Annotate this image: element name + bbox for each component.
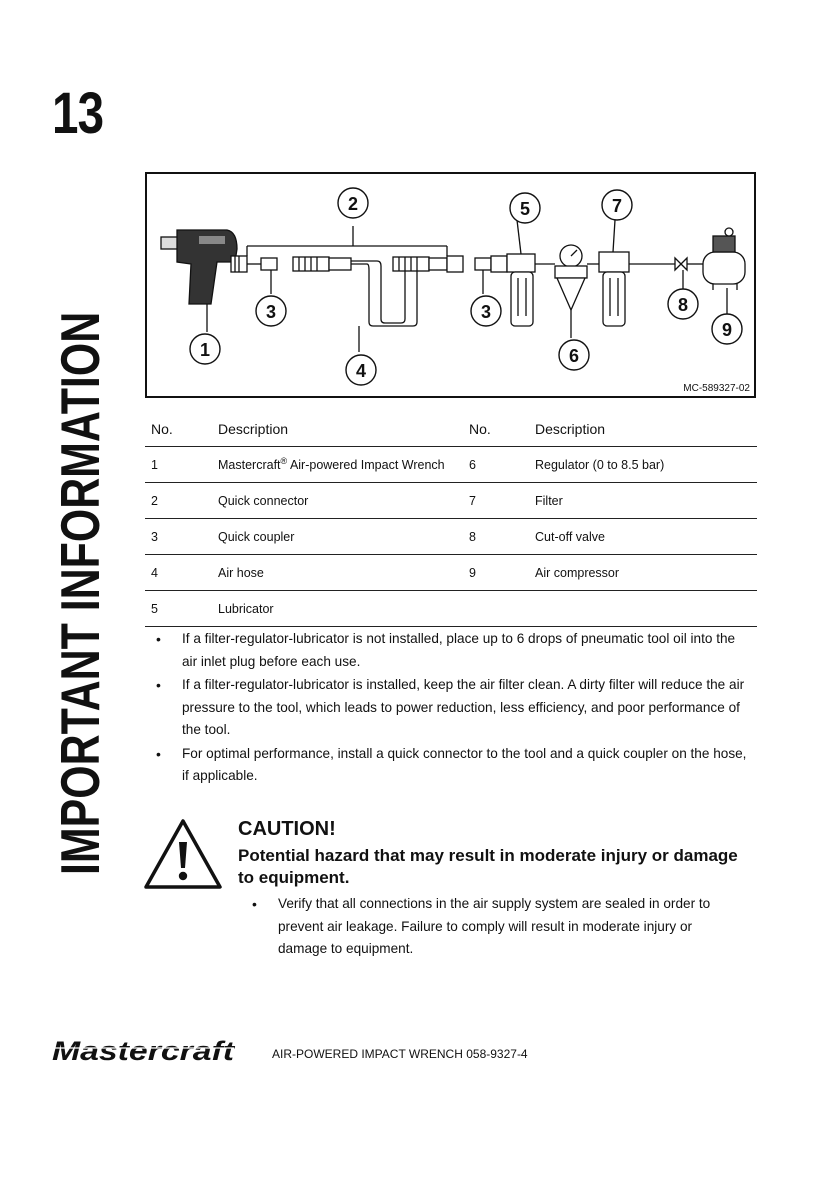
row-no: 7 — [463, 483, 529, 519]
page-number: 13 — [52, 81, 104, 146]
svg-text:1: 1 — [199, 340, 211, 360]
parts-table — [145, 412, 757, 627]
section-title: IMPORTANT INFORMATION — [49, 311, 111, 875]
row-no: 1 — [145, 447, 212, 483]
callout-3-left — [256, 296, 286, 326]
callout-9 — [712, 314, 742, 344]
row-desc: Cut-off valve — [529, 519, 757, 555]
callout-8 — [668, 289, 698, 319]
svg-text:3: 3 — [265, 302, 277, 322]
header-no-left: No. — [145, 412, 212, 447]
row-desc: Lubricator — [212, 591, 463, 627]
impact-wrench-icon — [161, 230, 237, 304]
regulator-icon — [555, 245, 587, 318]
row-desc: Mastercraft® Air-powered Impact Wrench — [212, 447, 463, 483]
row-no — [463, 591, 529, 627]
row-no: 4 — [145, 555, 212, 591]
list-item: • Verify that all connections in the air supply system are sealed in order to prevent air leakage. Failure to comply will result in moderate injury or damage to equipment. — [246, 893, 716, 961]
filter-icon — [599, 252, 629, 326]
callout-5 — [510, 193, 540, 223]
caution-list — [246, 893, 716, 962]
svg-text:2: 2 — [347, 194, 359, 214]
callout-circles — [190, 188, 742, 385]
svg-text:5: 5 — [519, 199, 531, 219]
table-row — [145, 555, 757, 591]
warning-triangle-icon — [143, 818, 223, 890]
callout-7 — [602, 190, 632, 220]
table-row — [145, 519, 757, 555]
quick-connector-icon — [231, 256, 247, 272]
row-desc: Air compressor — [529, 555, 757, 591]
row-desc: Air hose — [212, 555, 463, 591]
row-no: 9 — [463, 555, 529, 591]
svg-text:6: 6 — [568, 346, 580, 366]
callout-1 — [190, 334, 220, 364]
air-system-diagram — [145, 172, 756, 398]
callout-3-right — [471, 296, 501, 326]
row-desc: Quick coupler — [212, 519, 463, 555]
table-row — [145, 591, 757, 627]
row-no: 3 — [145, 519, 212, 555]
svg-text:4: 4 — [355, 361, 367, 381]
callout-6 — [559, 340, 589, 370]
row-desc — [529, 591, 757, 627]
header-no-right: No. — [463, 412, 529, 447]
svg-text:Mastercraft: Mastercraft — [52, 1036, 236, 1066]
row-no: 6 — [463, 447, 529, 483]
row-desc: Filter — [529, 483, 757, 519]
table-row — [145, 483, 757, 519]
header-desc-right: Description — [529, 412, 757, 447]
row-desc: Regulator (0 to 8.5 bar) — [529, 447, 757, 483]
caution-title: CAUTION! — [238, 818, 336, 840]
instruction-list — [150, 628, 750, 789]
row-no: 5 — [145, 591, 212, 627]
svg-text:3: 3 — [480, 302, 492, 322]
mastercraft-logo — [52, 1036, 237, 1066]
list-item: • If a filter-regulator-lubricator is not installed, place up to 6 drops of pneumatic tool oil into the air inlet plug before each use. — [150, 628, 750, 673]
list-item: • For optimal performance, install a quick connector to the tool and a quick coupler on the hose, if applicable. — [150, 743, 750, 788]
svg-text:7: 7 — [611, 196, 623, 216]
lubricator-icon — [507, 254, 535, 326]
svg-text:9: 9 — [721, 320, 733, 340]
diagram-ref-code: MC-589327-02 — [683, 383, 750, 394]
cut-off-valve-icon — [675, 258, 687, 270]
callout-4 — [346, 355, 376, 385]
table-header-row — [145, 412, 757, 447]
table-row — [145, 447, 757, 483]
row-no: 8 — [463, 519, 529, 555]
air-hose-icon — [293, 256, 463, 326]
header-desc-left: Description — [212, 412, 463, 447]
callout-2 — [338, 188, 368, 218]
quick-coupler-icon — [247, 258, 277, 270]
air-compressor-icon — [703, 228, 745, 290]
row-desc: Quick connector — [212, 483, 463, 519]
footer-product: AIR-POWERED IMPACT WRENCH 058-9327-4 — [272, 1047, 528, 1061]
row-no: 2 — [145, 483, 212, 519]
list-item: • If a filter-regulator-lubricator is installed, keep the air filter clean. A dirty filter will reduce the air pressure to the tool, which leads to power reduction, less efficiency, and poor performance of the tool. — [150, 674, 750, 742]
caution-subtitle: Potential hazard that may result in moderate injury or damage to equipment. — [238, 846, 738, 887]
svg-text:8: 8 — [677, 295, 689, 315]
